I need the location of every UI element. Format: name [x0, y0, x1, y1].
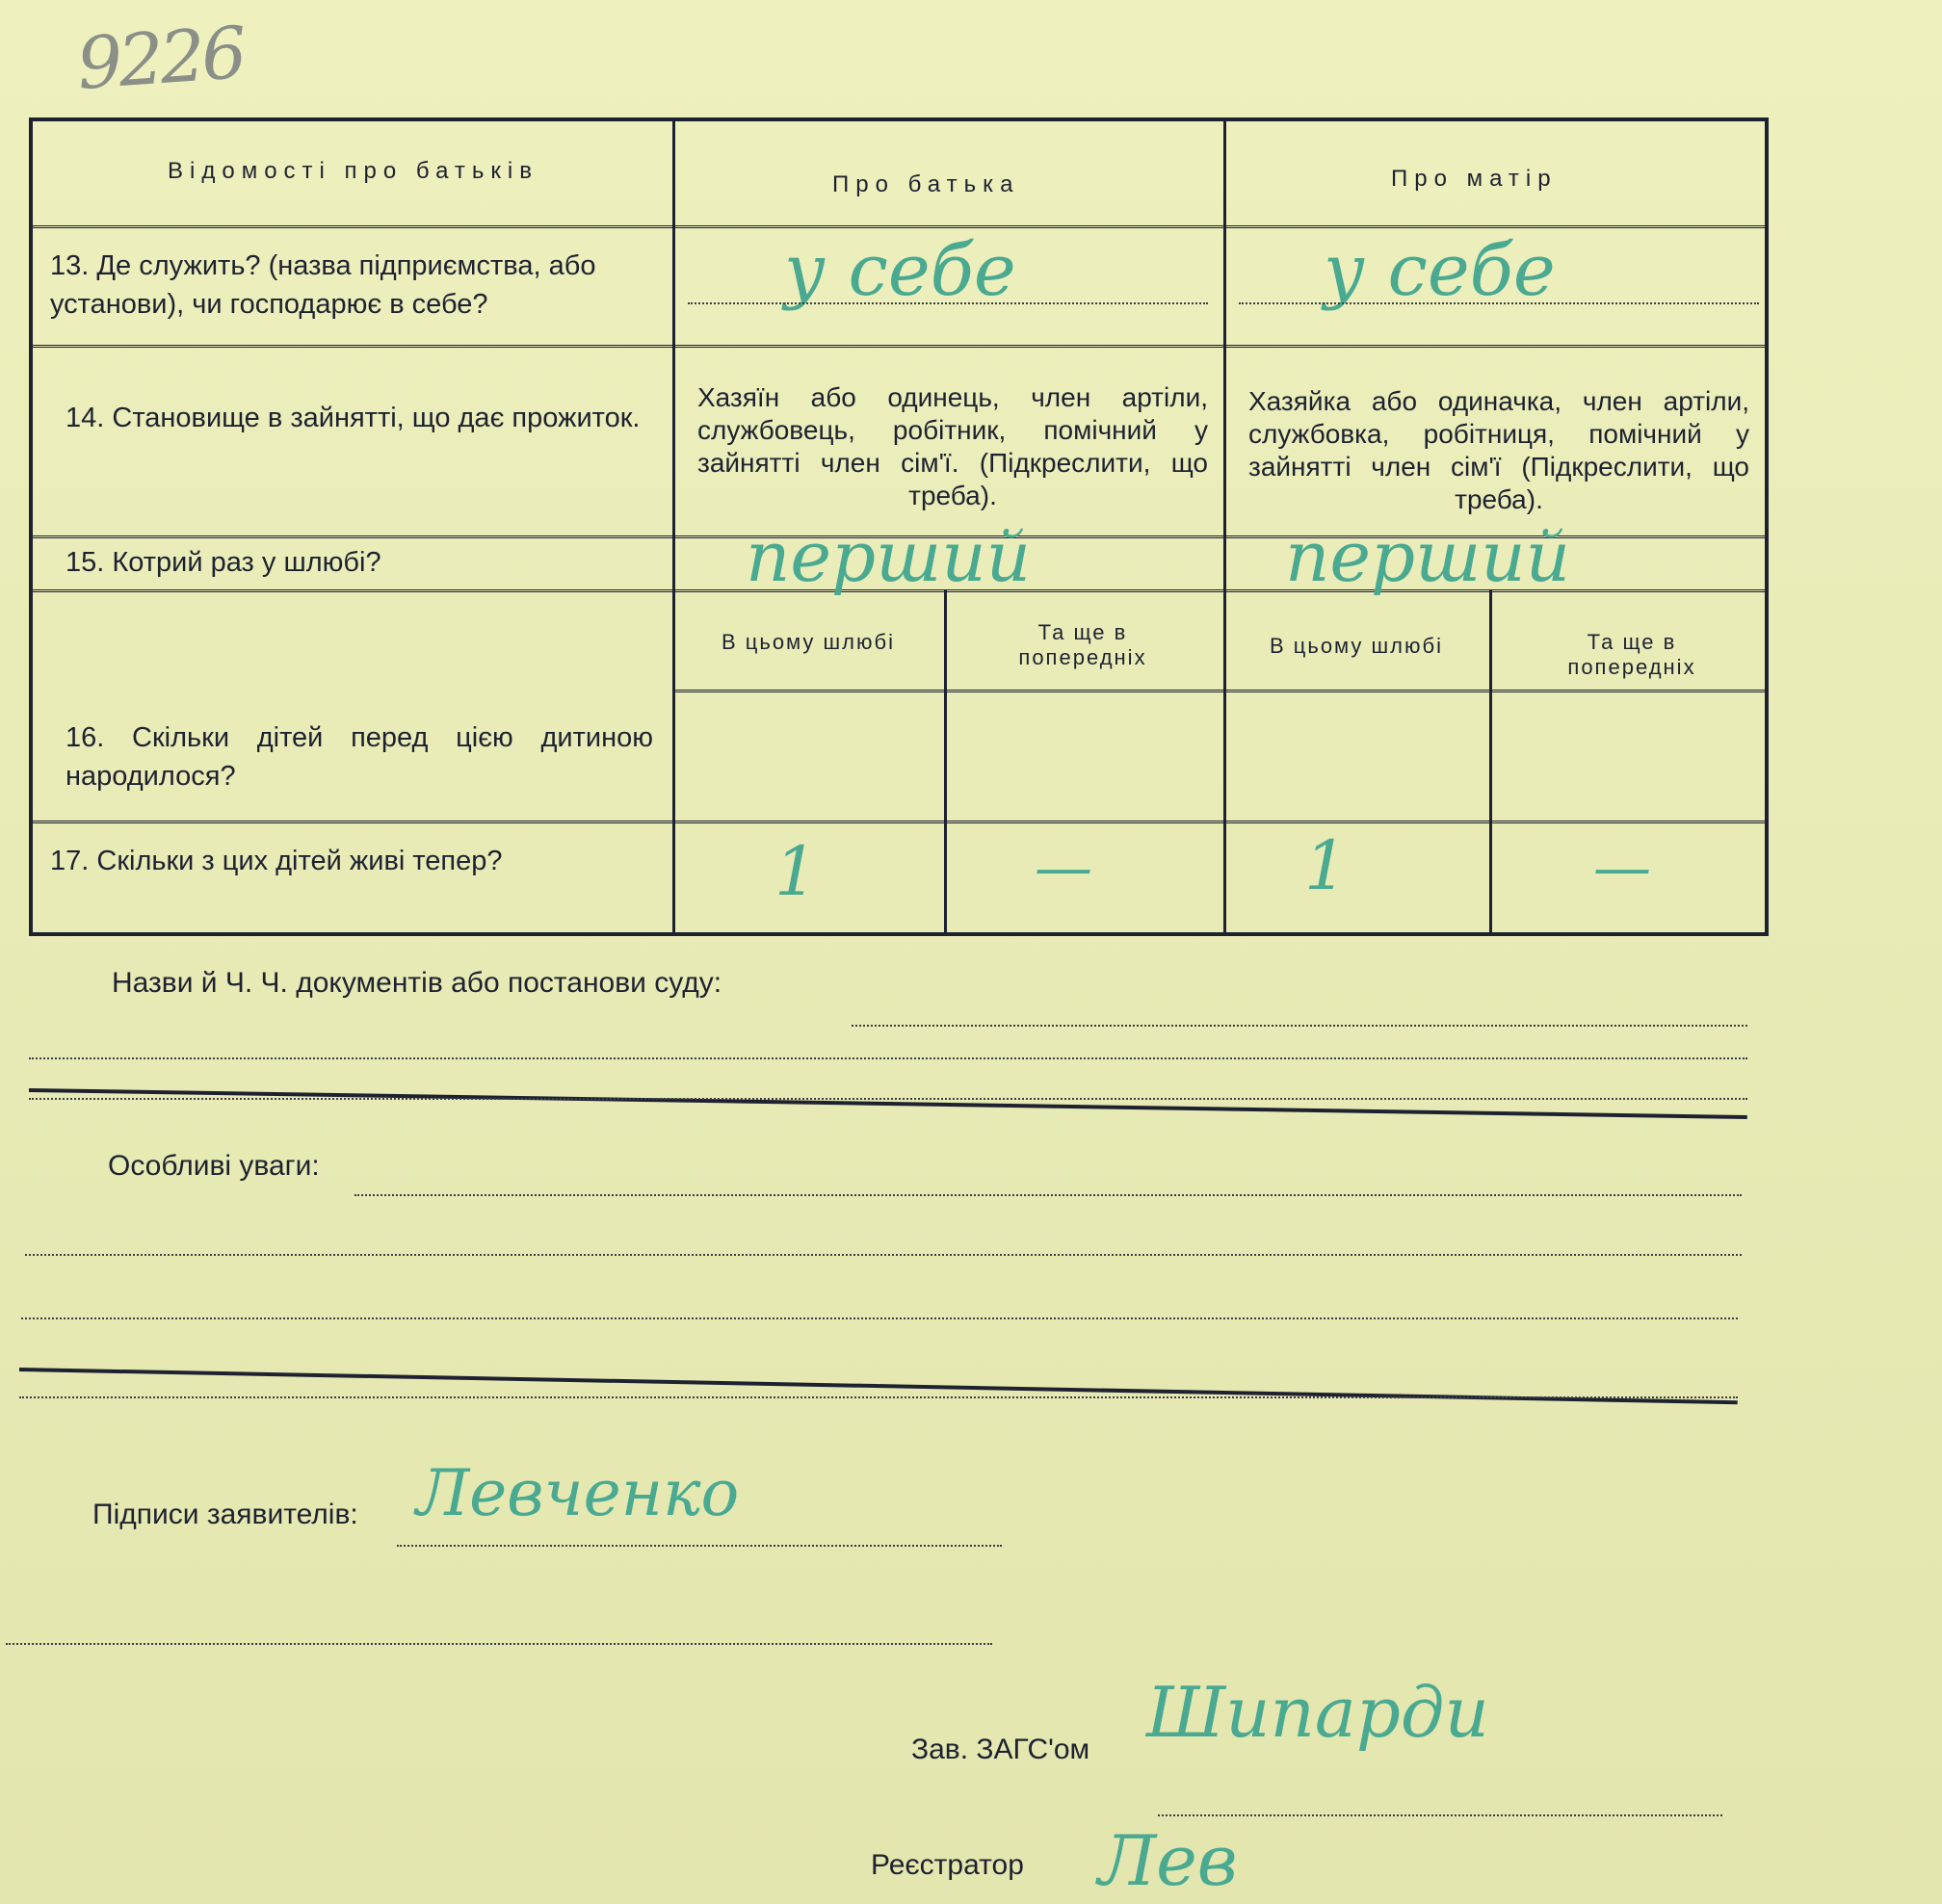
q17-mother-this-marriage: 1 — [1304, 826, 1348, 905]
registrar-label: Реєстратор — [871, 1849, 1024, 1881]
remarks-label: Особливі уваги: — [108, 1150, 320, 1182]
header-parents-info: Відомості про батьків — [168, 158, 538, 184]
q17-mother-previous: — — [1593, 834, 1651, 901]
registrar-signature: Лев — [1098, 1820, 1238, 1901]
header-mother: Про матір — [1391, 166, 1558, 192]
question-16-label: 16. Скільки дітей перед цією дитиною народилося? — [66, 722, 653, 792]
question-14-label: 14. Становище в зайнятті, що дає прожиток. — [66, 403, 641, 433]
subheader-this-marriage-father: В цьому шлюбі — [721, 630, 896, 654]
question-17-label: 17. Скільки з цих дітей живі тепер? — [50, 846, 503, 876]
q15-mother-answer: перший — [1285, 516, 1571, 597]
q13-mother-answer: у себе — [1324, 229, 1556, 312]
zags-head-label: Зав. ЗАГС'ом — [911, 1734, 1090, 1765]
q15-father-answer: перший — [746, 516, 1032, 597]
applicants-signature-label: Підписи заявителів: — [92, 1499, 358, 1530]
documents-label: Назви й Ч. Ч. документів або постанови суду: — [112, 967, 722, 999]
subheader-previous-father: Та ще в попередніх — [1018, 620, 1147, 669]
q14-father-options: Хазяїн або одинець, член артіли, службовець, робітник, помічний у зайнятті член сім'ї. (Підкреслити, що треба). — [697, 382, 1208, 510]
applicants-signature: Левченко — [416, 1456, 740, 1530]
q13-father-answer: у себе — [784, 229, 1016, 312]
archive-number: 9226 — [74, 12, 247, 106]
header-father: Про батька — [832, 171, 1020, 197]
parents-info-table — [29, 117, 1769, 936]
zags-head-signature: Шипарди — [1146, 1672, 1489, 1753]
q17-father-this-marriage: 1 — [774, 832, 818, 911]
q14-mother-options: Хазяйка або одиначка, член артіли, службовка, робітниця, помічний у зайнятті член сім'ї (Підкреслити, що треба). — [1248, 386, 1749, 514]
subheader-this-marriage-mother: В цьому шлюбі — [1269, 634, 1444, 658]
question-15-label: 15. Котрий раз у шлюбі? — [66, 547, 381, 578]
subheader-previous-mother: Та ще в попередніх — [1567, 630, 1696, 679]
q17-father-previous: — — [1035, 834, 1092, 901]
question-13-label: 13. Де служить? (назва підприємства, або установи), чи господарює в себе? — [50, 250, 596, 320]
